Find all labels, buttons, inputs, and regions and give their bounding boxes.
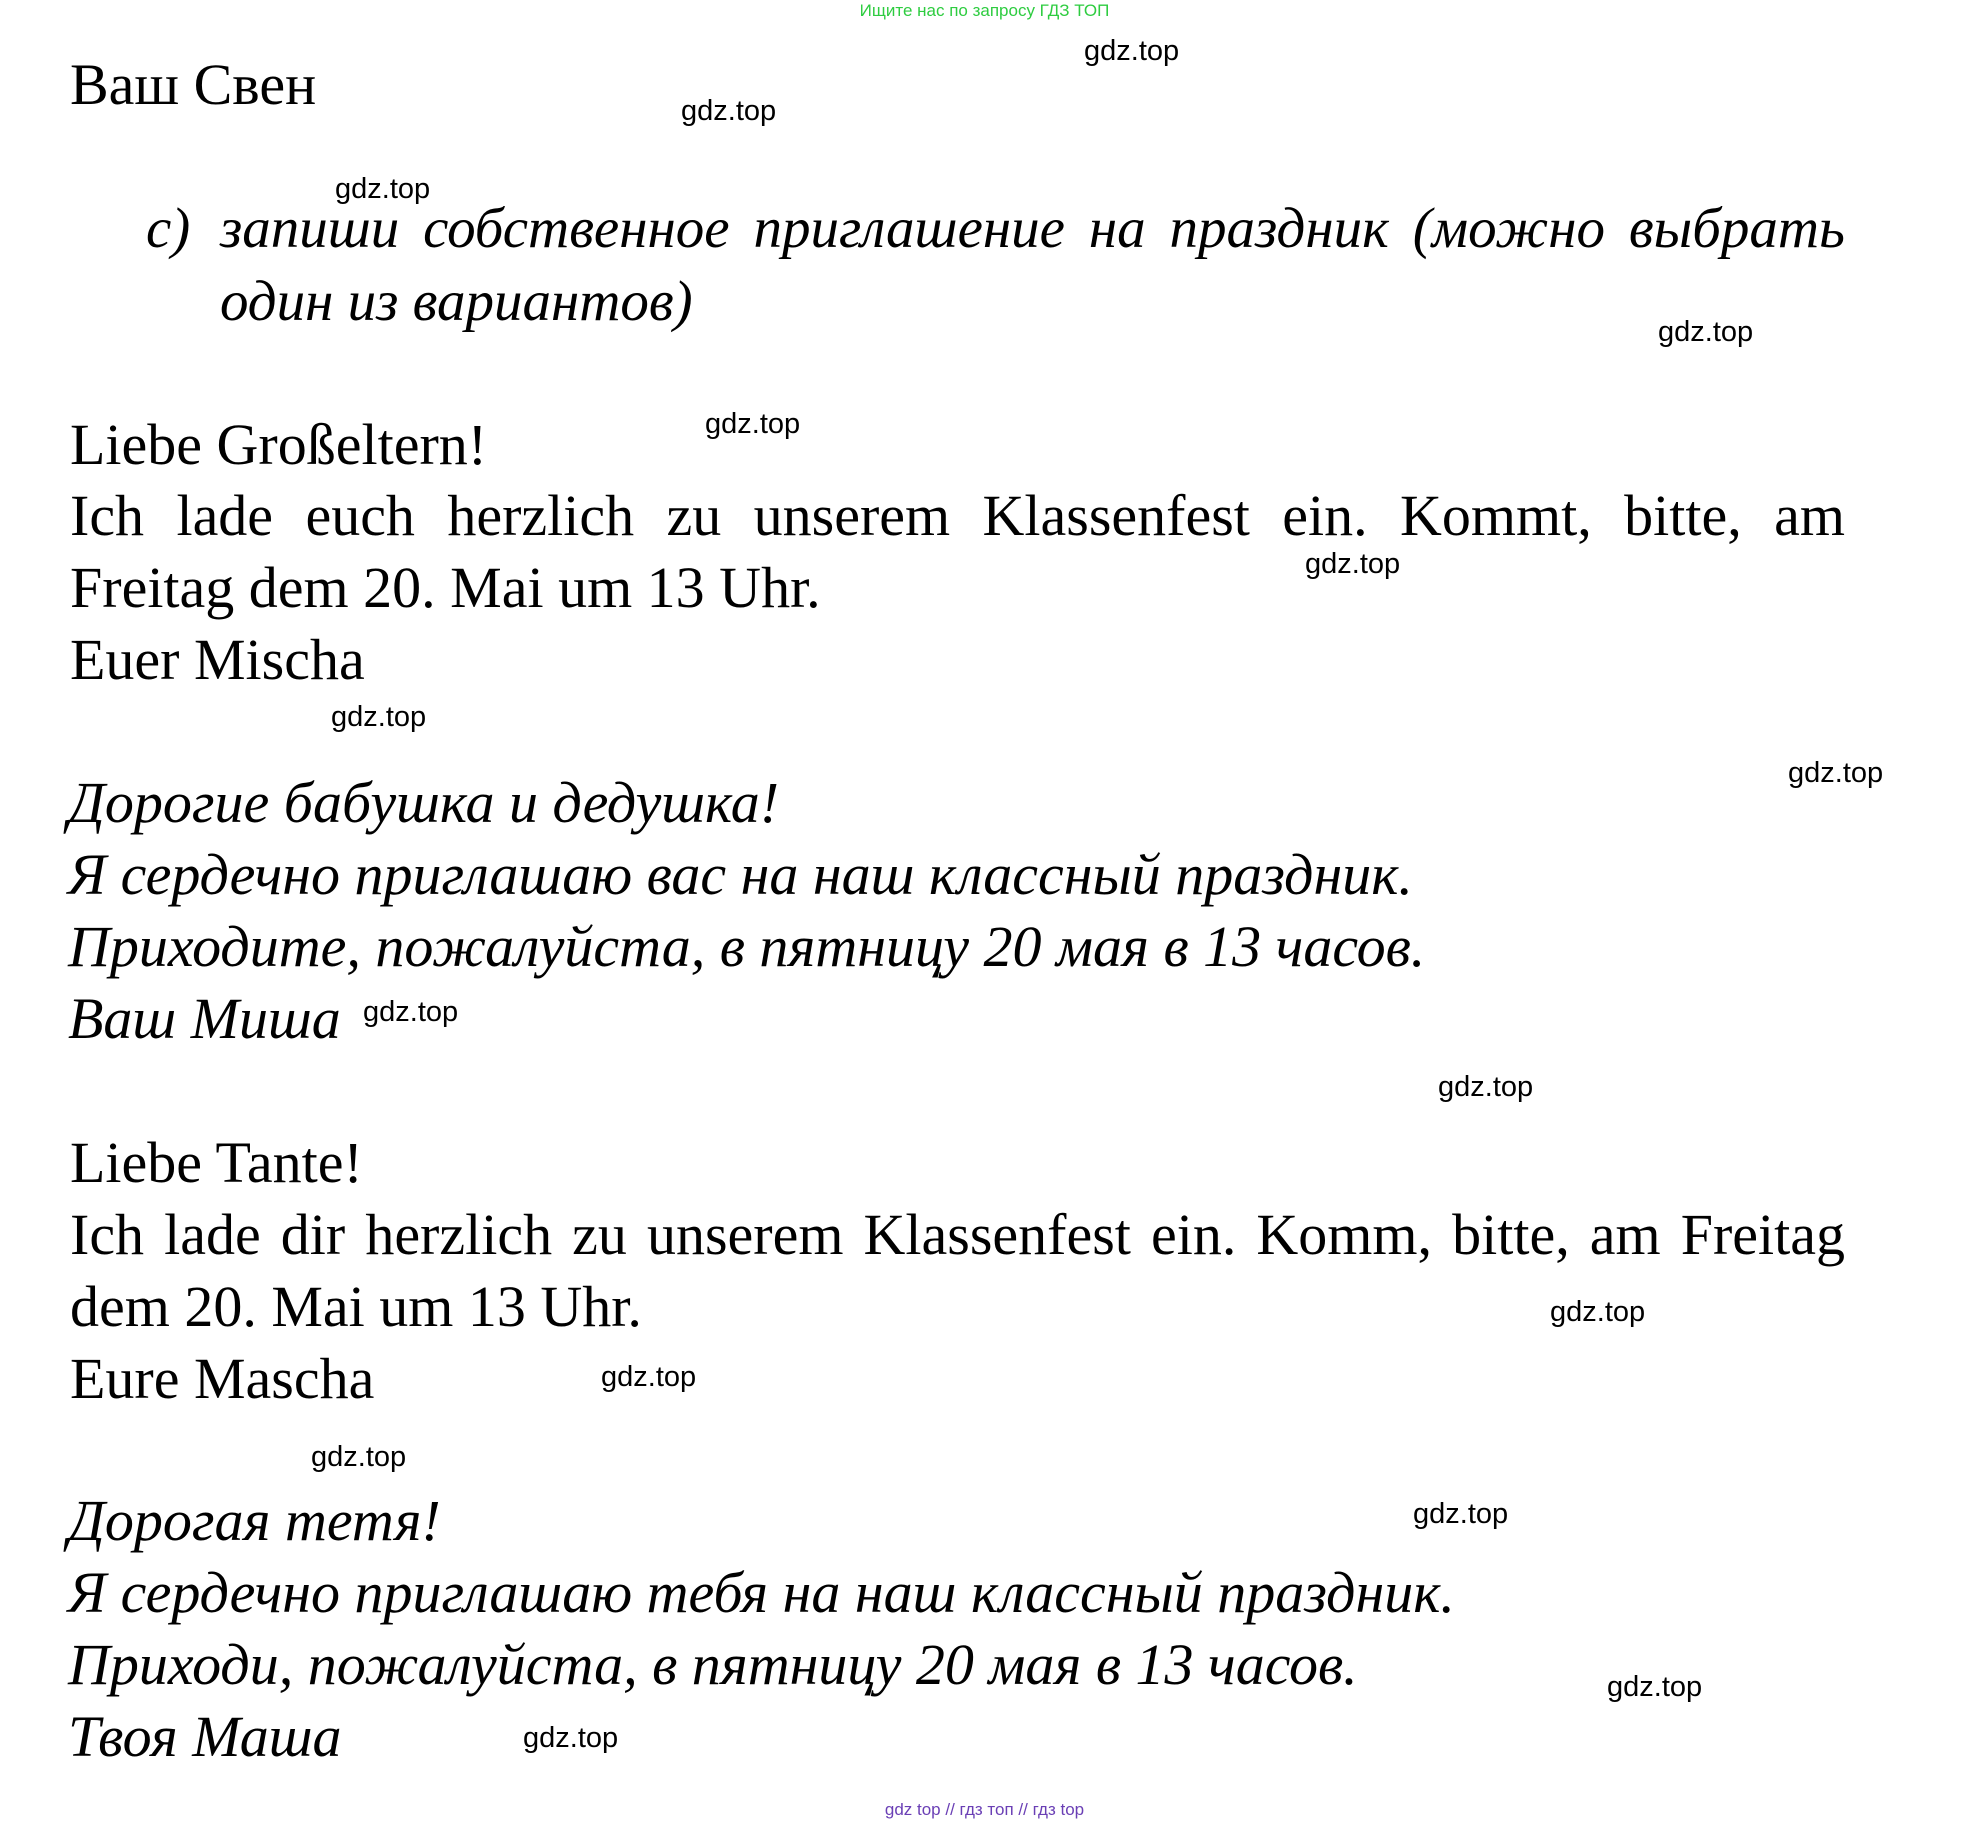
letter-aunt-ru-line-2: Приходи, пожалуйста, в пятницу 20 мая в 13 часов. [68, 1632, 1358, 1697]
letter-grandparents-de-signature: Euer Mischa [70, 627, 365, 692]
letter-aunt-ru-line-1: Я сердечно приглашаю тебя на наш классный праздник. [68, 1560, 1455, 1625]
watermark: gdz.top [1305, 548, 1401, 580]
letter-aunt-de-greeting: Liebe Tante! [70, 1130, 363, 1195]
letter-aunt-ru-greeting: Дорогая тетя! [68, 1488, 441, 1553]
letter-grandparents-de-line-2: Freitag dem 20. Mai um 13 Uhr. [70, 555, 821, 620]
search-banner-text: Ищите нас по запросу ГДЗ ТОП [859, 1, 1110, 20]
watermark: gdz.top [331, 701, 427, 733]
watermark: gdz.top [705, 408, 801, 440]
letter-grandparents-ru-line-1: Я сердечно приглашаю вас на наш классный праздник. [68, 842, 1413, 907]
watermark: gdz.top [1788, 757, 1884, 789]
letter-grandparents-ru-line-2: Приходите, пожалуйста, в пятницу 20 мая в 13 часов. [68, 914, 1426, 979]
watermark: gdz.top [681, 95, 777, 127]
letter-grandparents-de-line-1: Ich lade euch herzlich zu unserem Klassenfest ein. Kommt, bitte, am [70, 483, 1845, 548]
watermark: gdz.top [601, 1361, 697, 1393]
task-line-2: один из вариантов) [220, 270, 693, 333]
letter-aunt-ru-signature: Твоя Маша [68, 1704, 342, 1769]
watermark: gdz.top [363, 996, 459, 1028]
letter-grandparents-ru-signature: Ваш Миша [68, 986, 341, 1051]
footer-part-2: гдз топ [959, 1800, 1014, 1819]
footer-part-3: гдз top [1032, 1800, 1085, 1819]
watermark: gdz.top [523, 1722, 619, 1754]
watermark: gdz.top [1438, 1071, 1534, 1103]
watermark: gdz.top [1658, 316, 1754, 348]
footer-separator: // [945, 1800, 955, 1819]
letter-aunt-de-signature: Eure Mascha [70, 1346, 375, 1411]
watermark: gdz.top [1084, 35, 1180, 67]
letter-grandparents-de-greeting: Liebe Großeltern! [70, 412, 488, 477]
letter-aunt-de-line-2: dem 20. Mai um 13 Uhr. [70, 1274, 642, 1339]
footer-separator: // [1018, 1800, 1028, 1819]
search-banner [0, 2, 1969, 19]
watermark: gdz.top [1550, 1296, 1646, 1328]
task-marker: c) [146, 197, 191, 260]
watermark: gdz.top [311, 1441, 407, 1473]
task-line-1: запиши собственное приглашение на праздник (можно выбрать [220, 197, 1845, 260]
letter-aunt-de-line-1: Ich lade dir herzlich zu unserem Klassenfest ein. Komm, bitte, am Freitag [70, 1202, 1845, 1267]
footer-part-1: gdz top [884, 1800, 941, 1819]
top-signature: Ваш Свен [70, 52, 317, 117]
watermark: gdz.top [1413, 1498, 1509, 1530]
watermark: gdz.top [335, 173, 431, 205]
letter-grandparents-ru-greeting: Дорогие бабушка и дедушка! [68, 770, 780, 835]
watermark: gdz.top [1607, 1671, 1703, 1703]
footer [0, 1801, 1969, 1818]
